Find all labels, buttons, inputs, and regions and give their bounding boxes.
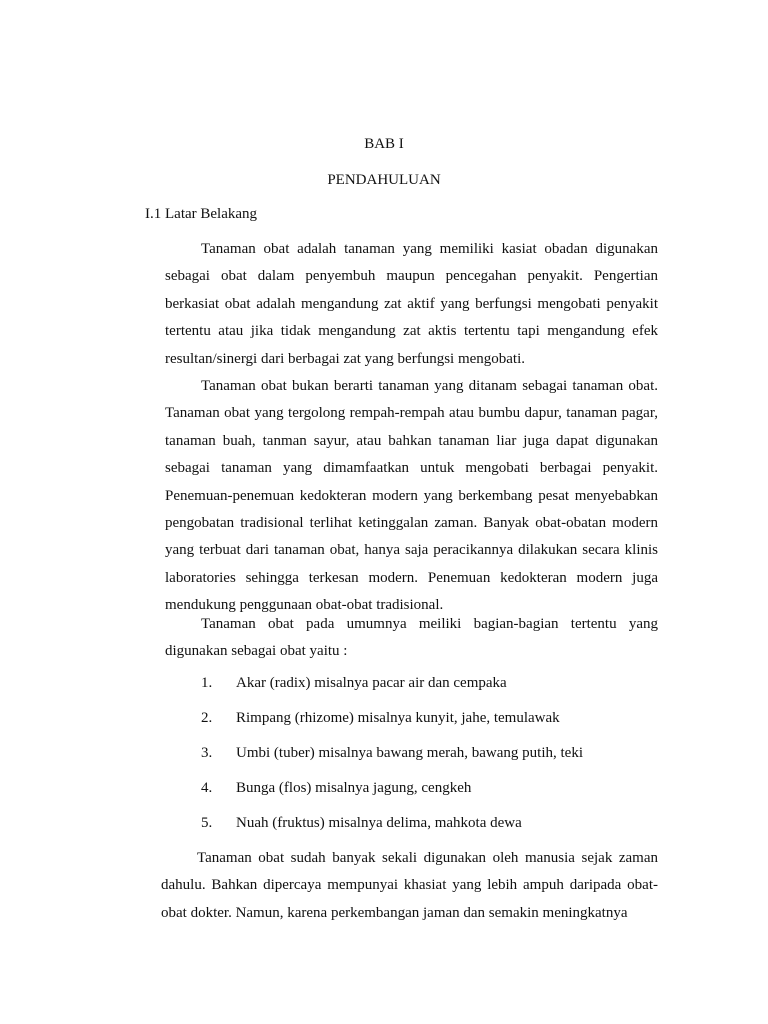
- list-item-text: Nuah (fruktus) misalnya delima, mahkota dewa: [236, 815, 522, 831]
- list-item-number: 5.: [201, 815, 213, 831]
- plant-parts-list: [201, 673, 583, 848]
- list-item-number: 4.: [201, 780, 213, 796]
- chapter-title: PENDAHULUAN: [327, 172, 441, 188]
- list-item-number: 3.: [201, 745, 213, 761]
- list-item-text: Rimpang (rhizome) misalnya kunyit, jahe, temulawak: [236, 710, 560, 726]
- paragraph-1: Tanaman obat adalah tanaman yang memiliki kasiat obadan digunakan sebagai obat dalam penyembuh maupun pencegahan penyakit. Pengertian berkasiat obat adalah mengandung zat aktif yang berfungsi mengobati penyakit tertentu atau jika tidak mengandung zat aktis tertentu tapi mengandung efek resultan/sinergi dari berbagai zat yang berfungsi mengobati.: [165, 241, 658, 367]
- list-item: [201, 743, 583, 778]
- list-item: [201, 708, 583, 743]
- list-item-text: Bunga (flos) misalnya jagung, cengkeh: [236, 780, 472, 796]
- list-item-text: Umbi (tuber) misalnya bawang merah, bawang putih, teki: [236, 745, 583, 761]
- chapter-number: BAB I: [364, 136, 404, 152]
- paragraph-3: Tanaman obat pada umumnya meiliki bagian-bagian tertentu yang digunakan sebagai obat yaitu :: [165, 616, 658, 660]
- paragraph-2: Tanaman obat bukan berarti tanaman yang ditanam sebagai tanaman obat. Tanaman obat yang tergolong rempah-rempah atau bumbu dapur, tanaman pagar, tanaman buah, tanman sayur, atau bahkan tanaman liar juga dapat digunakan sebagai tanaman yang dimamfaatkan untuk mengobati berbagai penyakit. Penemuan-penemuan kedokteran modern yang berkembang pesat menyebabkan pengobatan tradisional terlihat ketinggalan zaman. Banyak obat-obatan modern yang terbuat dari tanaman obat, hanya saja peracikannya dilakukan secara klinis laboratories sehingga terkesan modern. Penemuan kedokteran modern juga mendukung penggunaan obat-obat tradisional.: [165, 378, 658, 614]
- list-item: [201, 813, 583, 848]
- list-item-number: 2.: [201, 710, 213, 726]
- list-item: [201, 673, 583, 708]
- list-item-text: Akar (radix) misalnya pacar air dan cempaka: [236, 675, 507, 691]
- paragraph-4: Tanaman obat sudah banyak sekali digunakan oleh manusia sejak zaman dahulu. Bahkan dipercaya mempunyai khasiat yang lebih ampuh daripada obat-obat dokter. Namun, karena perkembangan jaman dan semakin meningkatnya: [161, 850, 658, 921]
- list-item-number: 1.: [201, 675, 213, 691]
- list-item: [201, 778, 583, 813]
- section-heading: I.1 Latar Belakang: [145, 206, 258, 222]
